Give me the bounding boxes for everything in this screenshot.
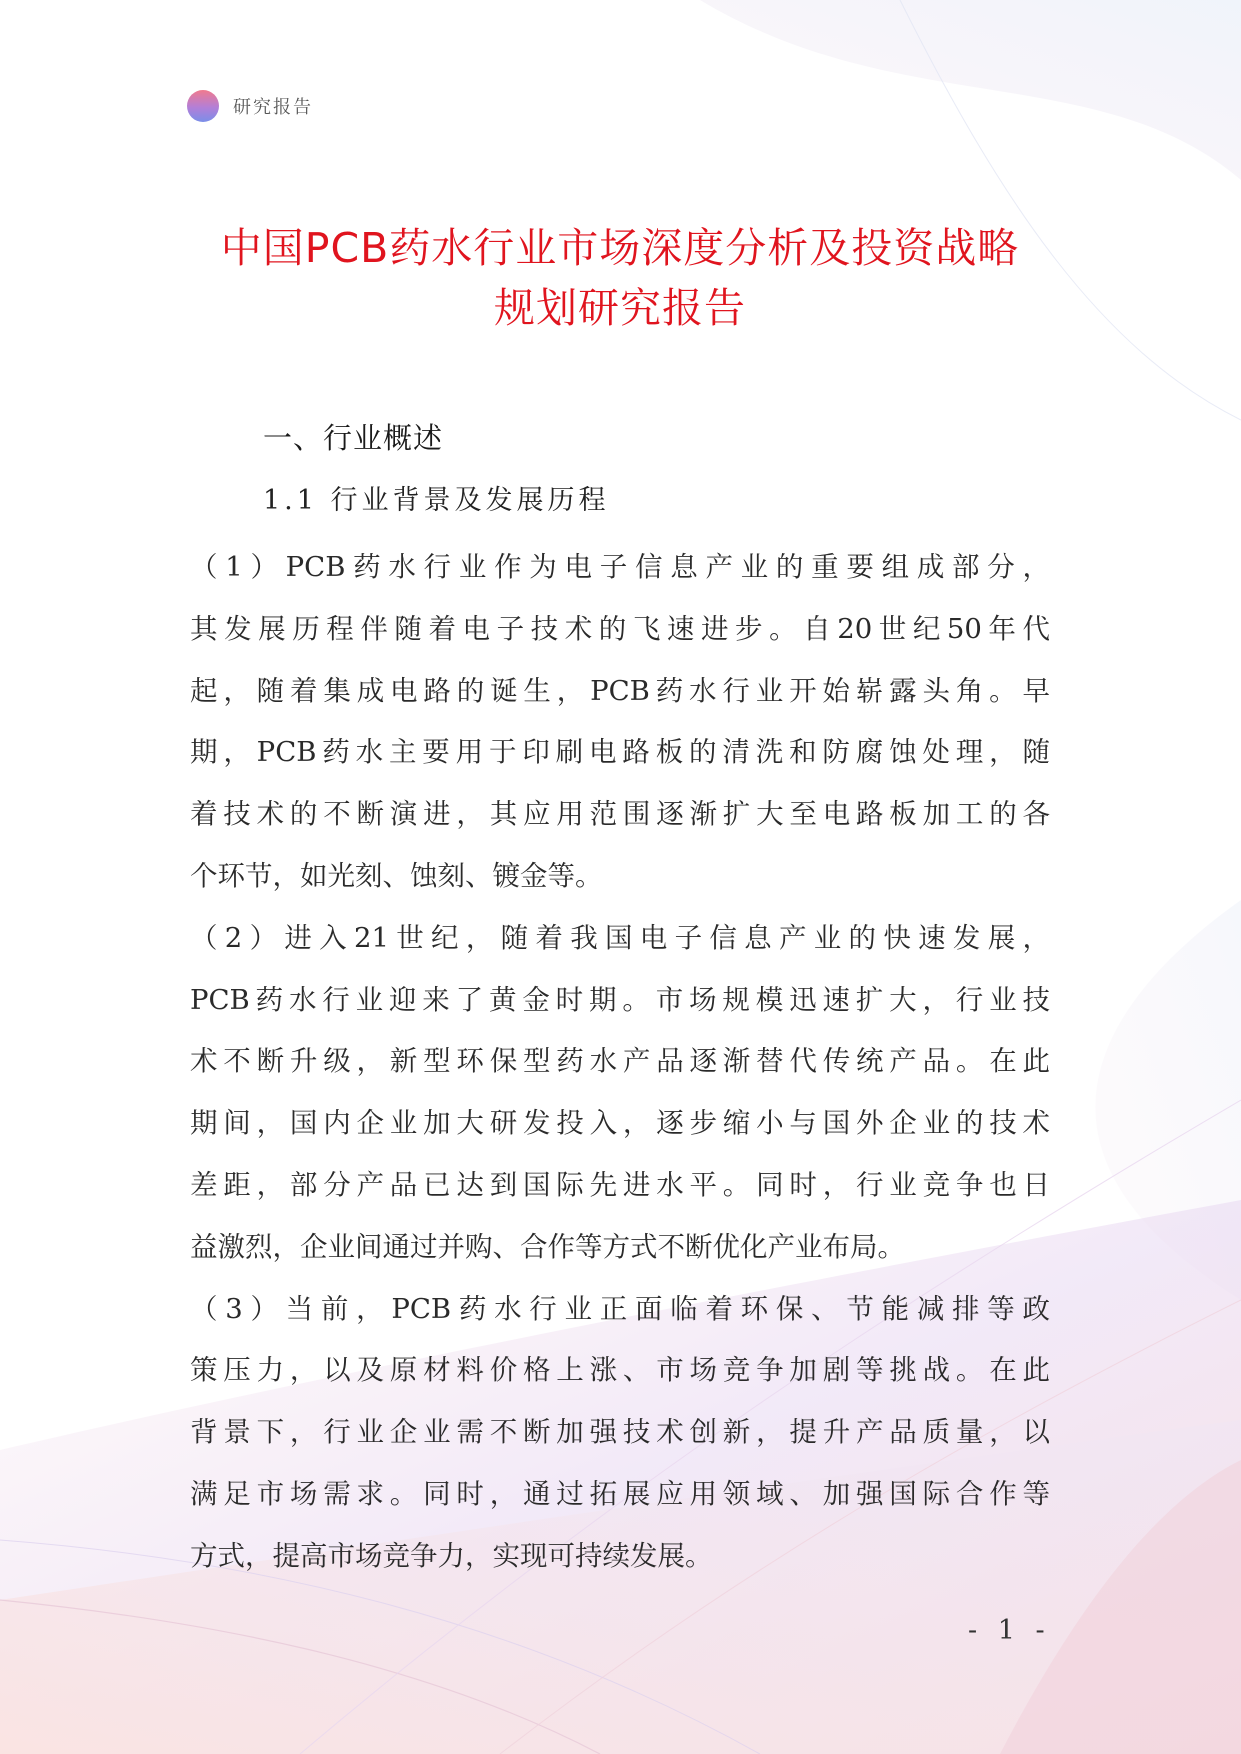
body-line: 期，PCB药水主要用于印刷电路板的清洗和防腐蚀处理，随 [190, 736, 1050, 769]
body-line: 差距，部分产品已达到国际先进水平。同时，行业竞争也日 [190, 1168, 1050, 1201]
report-header [187, 89, 313, 123]
body-line: （2）进入21世纪，随着我国电子信息产业的快速发展， [190, 921, 1050, 954]
body-line: 其发展历程伴随着电子技术的飞速进步。自20世纪50年代 [190, 612, 1050, 645]
page-number: - 1 - [968, 1615, 1051, 1646]
body-line: 术不断升级，新型环保型药水产品逐渐替代传统产品。在此 [190, 1045, 1050, 1078]
body-line: 个环节，如光刻、蚀刻、镀金等。 [190, 859, 603, 892]
document-title [150, 218, 1090, 338]
body-line: （3）当前，PCB药水行业正面临着环保、节能减排等政 [190, 1292, 1050, 1325]
body-line: 策压力，以及原材料价格上涨、市场竞争加剧等挑战。在此 [190, 1354, 1050, 1387]
body-line: 起，随着集成电路的诞生，PCB药水行业开始崭露头角。早 [190, 674, 1050, 707]
body-line: 着技术的不断演进，其应用范围逐渐扩大至电路板加工的各 [190, 798, 1050, 831]
header-label: 研究报告 [233, 97, 313, 118]
logo-circle-icon [187, 90, 219, 122]
body-line: 益激烈，企业间通过并购、合作等方式不断优化产业布局。 [190, 1230, 905, 1263]
title-line-1: 中国PCB药水行业市场深度分析及投资战略 [220, 224, 1020, 272]
body-line: 背景下，行业企业需不断加强技术创新，提升产品质量，以 [190, 1416, 1050, 1449]
body-line: 方式，提高市场竞争力，实现可持续发展。 [190, 1539, 713, 1572]
body-line: 期间，国内企业加大研发投入，逐步缩小与国外企业的技术 [190, 1107, 1050, 1140]
body-line: PCB药水行业迎来了黄金时期。市场规模迅速扩大，行业技 [190, 983, 1050, 1016]
body-line: 满足市场需求。同时，通过拓展应用领域、加强国际合作等 [190, 1477, 1050, 1510]
section-heading: 一、行业概述 [263, 421, 444, 455]
body-text [190, 537, 1050, 1588]
body-line: （1）PCB药水行业作为电子信息产业的重要组成部分， [190, 551, 1050, 583]
title-line-2: 规划研究报告 [494, 284, 746, 332]
subsection-heading: 1.1 行业背景及发展历程 [263, 485, 610, 516]
